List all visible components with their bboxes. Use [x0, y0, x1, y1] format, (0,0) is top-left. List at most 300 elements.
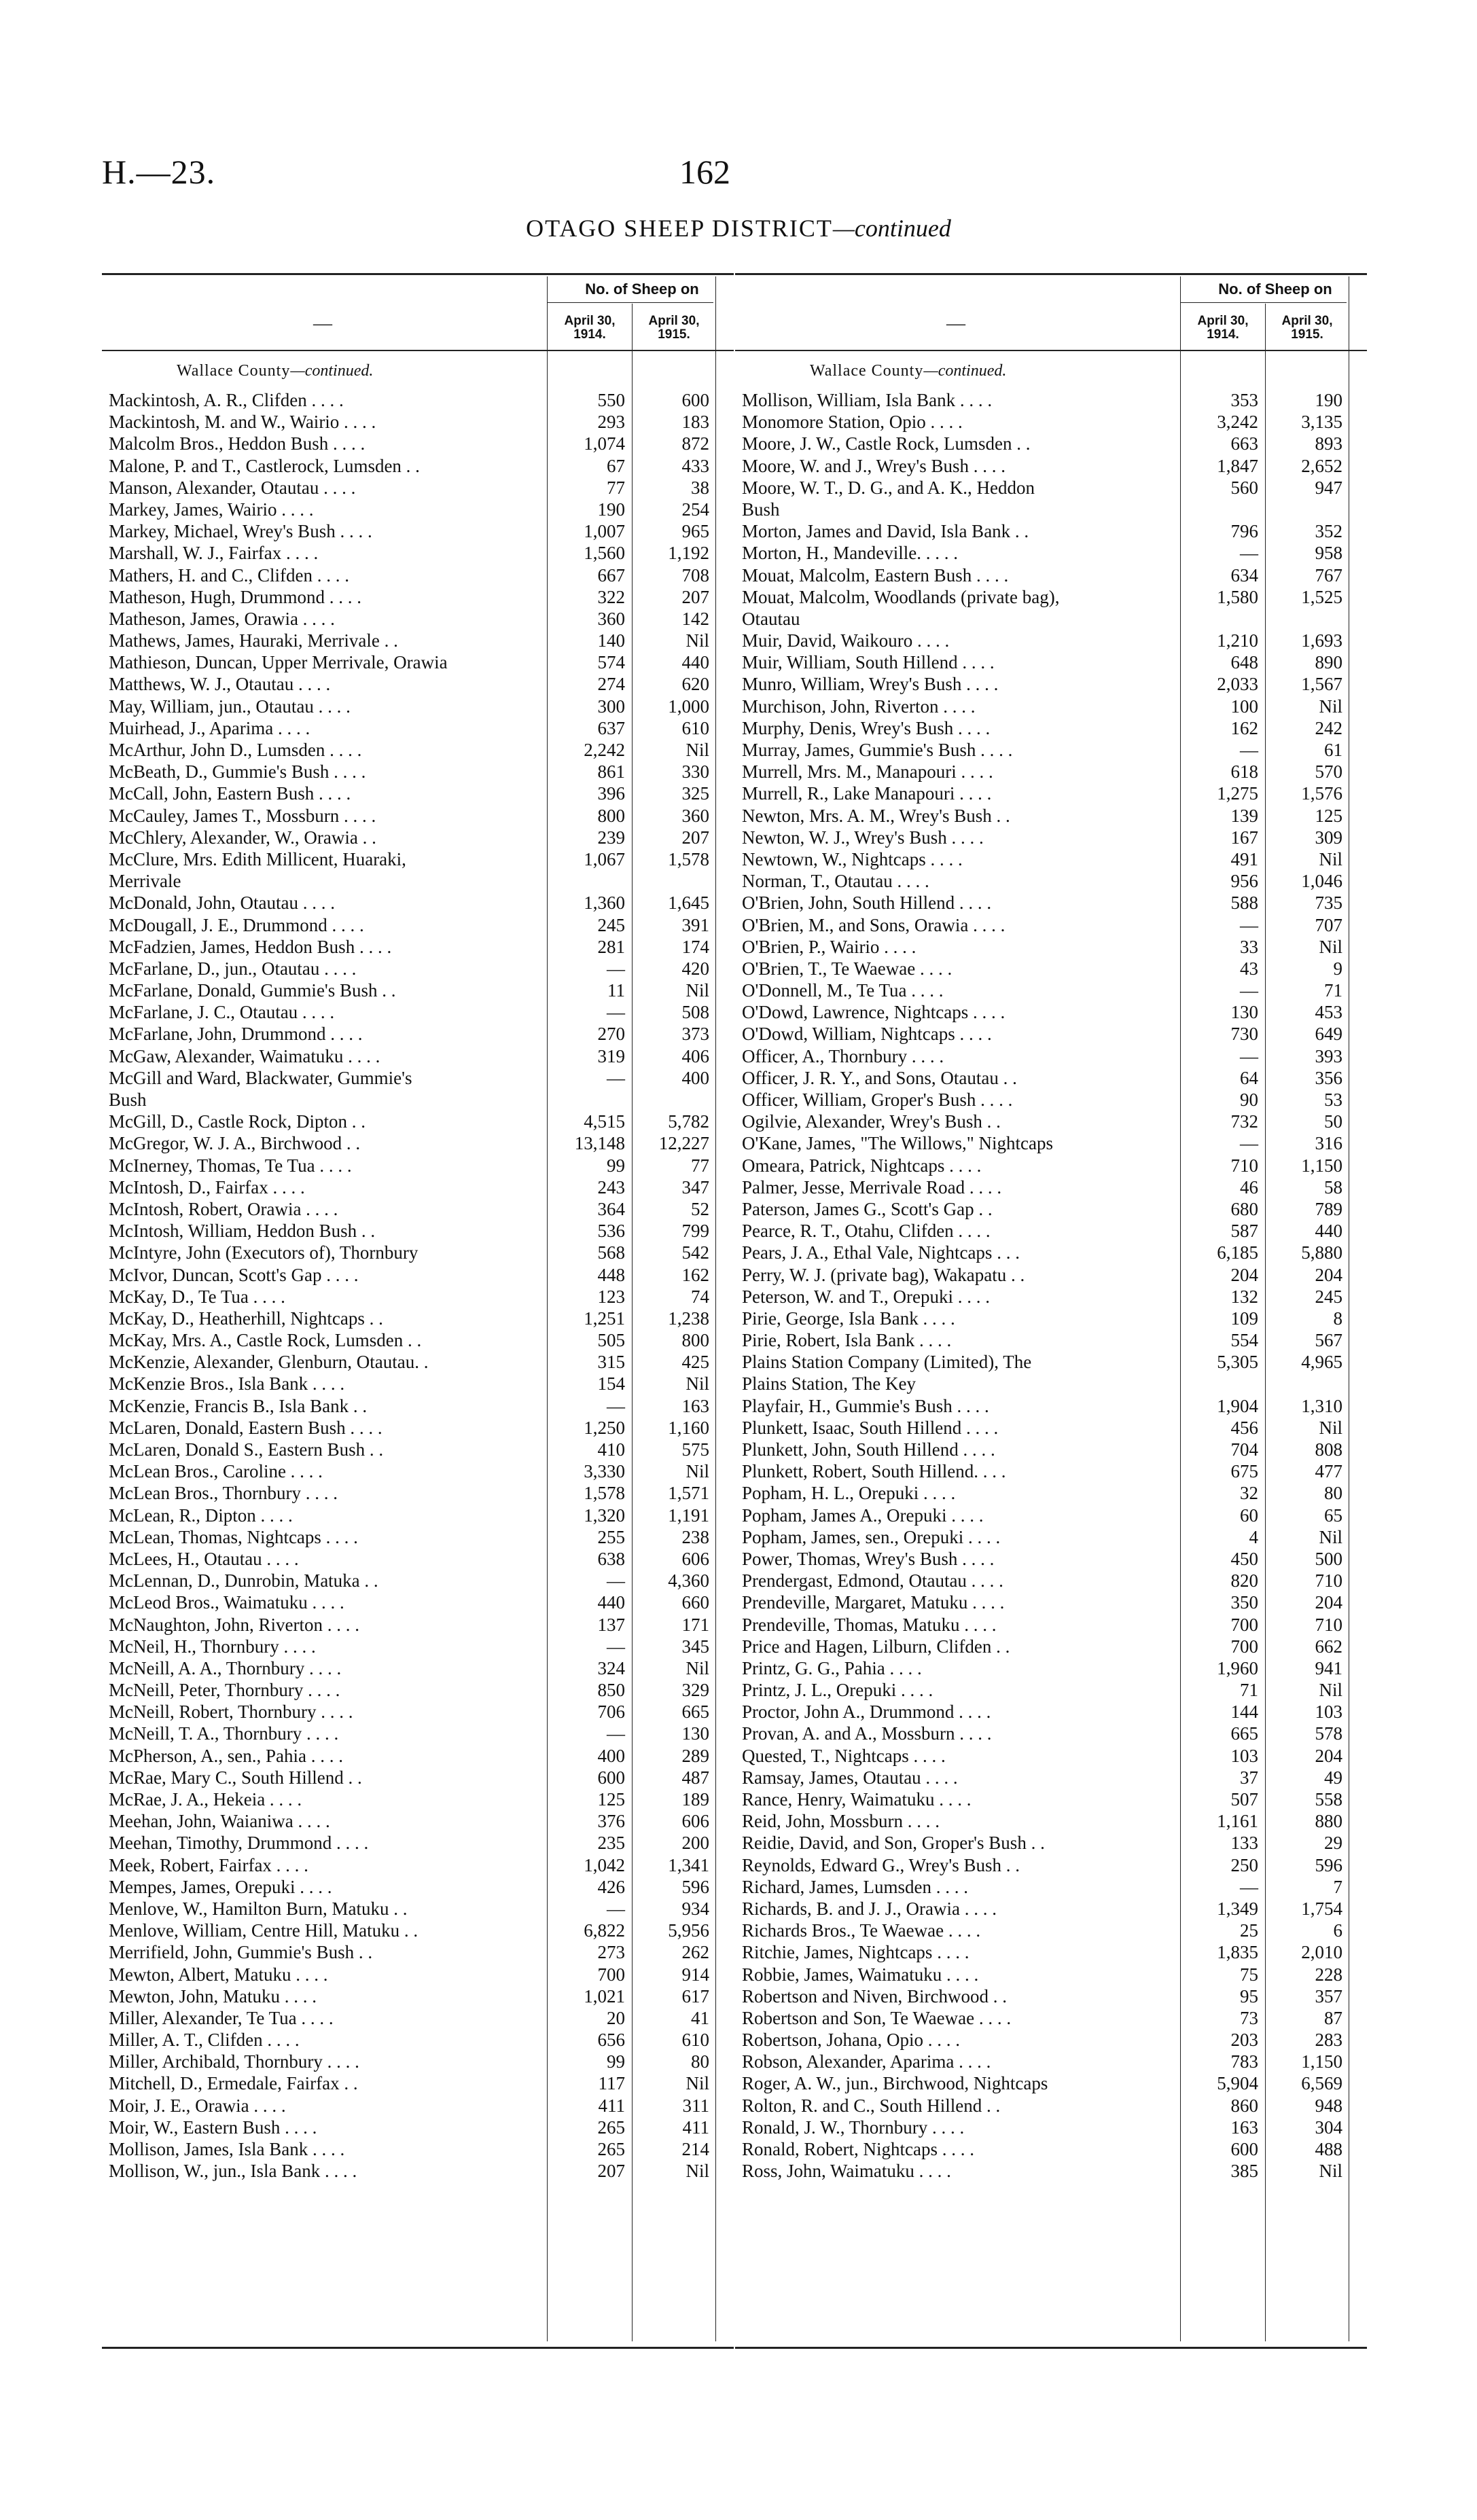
- sheep-1915: 204: [1315, 1592, 1342, 1613]
- owner-name: Otautau: [742, 608, 800, 629]
- sheep-1914: 796: [1230, 521, 1258, 542]
- owner-name: McCauley, James T., Mossburn . . . .: [109, 805, 376, 826]
- sheep-1914: 376: [597, 1811, 625, 1832]
- table-row: [102, 630, 734, 651]
- sheep-1914: 204: [1230, 1264, 1258, 1285]
- table-row: [735, 608, 1367, 630]
- sheep-1915: 330: [681, 761, 709, 782]
- sheep-1914: —: [607, 1002, 625, 1023]
- sheep-1914: 1,835: [1217, 1942, 1258, 1963]
- table-row: [102, 520, 734, 542]
- table-row: [102, 608, 734, 630]
- owner-name: Officer, A., Thornbury . . . .: [742, 1045, 944, 1066]
- owner-name: McFarlane, John, Drummond . . . .: [109, 1024, 363, 1045]
- owner-name: Menlove, William, Centre Hill, Matuku . .: [109, 1920, 419, 1941]
- sheep-1915: 71: [1324, 980, 1342, 1001]
- sheep-1915: 1,150: [1301, 1155, 1342, 1176]
- sheep-1915: 52: [691, 1198, 709, 1219]
- sheep-1914: 5,904: [1217, 2073, 1258, 2094]
- sheep-1915: 708: [681, 564, 709, 586]
- sheep-1914: 426: [597, 1876, 625, 1897]
- table-row: [735, 1482, 1367, 1504]
- owner-name: Morton, H., Mandeville. . . . .: [742, 543, 958, 564]
- sheep-1915: 190: [1315, 390, 1342, 410]
- sheep-1915: 578: [1315, 1723, 1342, 1744]
- owner-name: McLennan, D., Dunrobin, Matuka . .: [109, 1570, 378, 1591]
- table-row: [735, 477, 1367, 499]
- owner-name: McChlery, Alexander, W., Orawia . .: [109, 827, 376, 848]
- sheep-1915: 325: [681, 783, 709, 804]
- owner-name: O'Dowd, William, Nightcaps . . . .: [742, 1024, 992, 1045]
- owner-name: McIntyre, John (Executors of), Thornbury: [109, 1242, 419, 1263]
- table-row: [735, 1636, 1367, 1657]
- owner-name: Pirie, George, Isla Bank . . . .: [742, 1308, 955, 1329]
- table-row: [735, 936, 1367, 958]
- sheep-1914: —: [1240, 740, 1258, 760]
- sheep-1914: 396: [597, 783, 625, 804]
- table-row: [735, 1417, 1367, 1439]
- sheep-1915: 596: [681, 1876, 709, 1897]
- owner-name: Power, Thomas, Wrey's Bush . . . .: [742, 1548, 995, 1569]
- owner-name: Plunkett, Robert, South Hillend. . . .: [742, 1461, 1006, 1482]
- sheep-1914: 162: [1230, 717, 1258, 738]
- table-row: [735, 1614, 1367, 1636]
- sheep-1915: 1,571: [668, 1483, 709, 1504]
- owner-name: Richards, B. and J. J., Orawia . . . .: [742, 1898, 997, 1919]
- sheep-1915: 5,880: [1301, 1242, 1342, 1263]
- sheep-1914: 680: [1230, 1198, 1258, 1219]
- sheep-1915: 74: [691, 1286, 709, 1307]
- table-row: [735, 914, 1367, 936]
- sheep-1914: 820: [1230, 1570, 1258, 1591]
- sheep-1914: 1,007: [584, 521, 625, 542]
- sheep-1915: 391: [681, 914, 709, 935]
- owner-name: McGaw, Alexander, Waimatuku . . . .: [109, 1045, 380, 1066]
- sheep-1914: 450: [1230, 1548, 1258, 1569]
- owner-name: McFarlane, Donald, Gummie's Bush . .: [109, 980, 396, 1001]
- sheep-1914: 410: [597, 1439, 625, 1460]
- owner-name: McFadzien, James, Heddon Bush . . . .: [109, 936, 392, 957]
- sheep-1915: Nil: [1319, 1526, 1342, 1547]
- owner-name: Mollison, James, Isla Bank . . . .: [109, 2139, 345, 2159]
- owner-name: Bush: [109, 1090, 147, 1110]
- sheep-1915: 941: [1315, 1657, 1342, 1678]
- table-row: [102, 1570, 734, 1591]
- sheep-1915: 309: [1315, 827, 1342, 848]
- sheep-1914: 456: [1230, 1417, 1258, 1438]
- sheep-1914: 400: [597, 1745, 625, 1766]
- title-main: OTAGO SHEEP DISTRICT: [526, 215, 833, 242]
- sheep-1914: 239: [597, 827, 625, 848]
- table-row: [735, 1745, 1367, 1767]
- owner-name: Prendeville, Thomas, Matuku . . . .: [742, 1614, 997, 1635]
- owner-name: Matthews, W. J., Otautau . . . .: [109, 674, 331, 695]
- sheep-1914: 37: [1240, 1767, 1258, 1788]
- sheep-1915: 1,567: [1301, 674, 1342, 695]
- sheep-1914: 706: [597, 1702, 625, 1723]
- table-row: [735, 2007, 1367, 2029]
- table-row: [102, 564, 734, 586]
- owner-name: Moore, W. T., D. G., and A. K., Heddon: [742, 477, 1035, 498]
- owner-column-header: —: [313, 313, 332, 334]
- owner-name: O'Donnell, M., Te Tua . . . .: [742, 980, 944, 1001]
- page-title: [0, 214, 1477, 242]
- owner-name: Price and Hagen, Lilburn, Clifden . .: [742, 1636, 1010, 1657]
- owner-name: McLean Bros., Thornbury . . . .: [109, 1483, 338, 1504]
- owner-name: Officer, J. R. Y., and Sons, Otautau . .: [742, 1067, 1017, 1088]
- table-row: [735, 1460, 1367, 1482]
- owner-name: Mewton, John, Matuku . . . .: [109, 1985, 317, 2006]
- sheep-1914: 5,305: [1217, 1352, 1258, 1373]
- table-row: [735, 542, 1367, 564]
- sheep-1914: 618: [1230, 761, 1258, 782]
- table-row: [735, 1832, 1367, 1854]
- owner-name: Plunkett, John, South Hillend . . . .: [742, 1439, 995, 1460]
- sheep-1915: 880: [1315, 1811, 1342, 1832]
- owner-name: McDougall, J. E., Drummond . . . .: [109, 914, 364, 935]
- sheep-1914: 130: [1230, 1002, 1258, 1023]
- sheep-1915: 6: [1333, 1920, 1342, 1941]
- owner-name: Ogilvie, Alexander, Wrey's Bush . .: [742, 1111, 1001, 1132]
- sheep-1915: 542: [681, 1242, 709, 1263]
- table-row: [735, 1264, 1367, 1286]
- owner-name: Robertson and Niven, Birchwood . .: [742, 1985, 1007, 2006]
- sheep-1915: Nil: [686, 1657, 709, 1678]
- table-row: [735, 1591, 1367, 1613]
- sheep-1914: 704: [1230, 1439, 1258, 1460]
- sheep-1915: 558: [1315, 1789, 1342, 1810]
- owner-name: McGregor, W. J. A., Birchwood . .: [109, 1133, 361, 1154]
- owner-name: Peterson, W. and T., Orepuki . . . .: [742, 1286, 990, 1307]
- sheep-1915: 242: [1315, 717, 1342, 738]
- owner-name: Reid, John, Mossburn . . . .: [742, 1811, 940, 1832]
- owner-name: McLaren, Donald S., Eastern Bush . .: [109, 1439, 384, 1460]
- table-row: [102, 2138, 734, 2160]
- sheep-1915: 799: [681, 1221, 709, 1242]
- table-row: [102, 1964, 734, 1985]
- sheep-table-left: [102, 273, 734, 2349]
- sheep-1914: 139: [1230, 805, 1258, 826]
- sheep-1915: 453: [1315, 1002, 1342, 1023]
- owner-name: Omeara, Patrick, Nightcaps . . . .: [742, 1155, 982, 1176]
- owner-name: Ronald, Robert, Nightcaps . . . .: [742, 2139, 974, 2159]
- table-row: [102, 1308, 734, 1329]
- owner-name: McFarlane, J. C., Otautau . . . .: [109, 1002, 335, 1023]
- table-row: [102, 761, 734, 782]
- owner-name: Prendergast, Edmond, Otautau . . . .: [742, 1570, 1003, 1591]
- sheep-1915: 508: [681, 1002, 709, 1023]
- table-row: [102, 2072, 734, 2094]
- sheep-1914: 1,251: [584, 1308, 625, 1329]
- table-row: [735, 2095, 1367, 2117]
- sheep-1914: 600: [597, 1767, 625, 1788]
- table-row: [735, 870, 1367, 892]
- sheep-1915: 1,046: [1301, 871, 1342, 892]
- table-row: [735, 2160, 1367, 2182]
- sheep-1915: 440: [681, 652, 709, 673]
- table-row: [102, 958, 734, 979]
- sheep-1914: 568: [597, 1242, 625, 1263]
- table-row: [735, 1941, 1367, 1963]
- sheep-1915: 600: [681, 390, 709, 410]
- sheep-1915: 207: [681, 827, 709, 848]
- col-1915-header: April 30, 1915.: [1281, 314, 1333, 342]
- sheep-1915: 1,150: [1301, 2051, 1342, 2072]
- table-row: [102, 1176, 734, 1198]
- table-row: [735, 433, 1367, 454]
- owner-name: McRae, Mary C., South Hillend . .: [109, 1767, 362, 1788]
- owner-name: O'Brien, T., Te Waewae . . . .: [742, 958, 953, 979]
- table-row: [102, 1701, 734, 1723]
- owner-name: Miller, Alexander, Te Tua . . . .: [109, 2007, 334, 2028]
- sheep-1914: 11: [607, 980, 625, 1001]
- owner-name: Matheson, James, Orawia . . . .: [109, 608, 335, 629]
- sheep-1914: 281: [597, 936, 625, 957]
- table-row: [102, 2160, 734, 2182]
- sheep-1914: 64: [1240, 1067, 1258, 1088]
- sheep-1914: 353: [1230, 390, 1258, 410]
- sheep-1914: 1,960: [1217, 1657, 1258, 1678]
- owner-name: McIntosh, William, Heddon Bush . .: [109, 1221, 376, 1242]
- sheep-1915: 620: [681, 674, 709, 695]
- table-row: [735, 1985, 1367, 2007]
- table-row: [102, 1286, 734, 1308]
- table-row: [735, 1132, 1367, 1154]
- table-row: [735, 520, 1367, 542]
- sheep-1914: 588: [1230, 893, 1258, 914]
- page-reference: H.—23.: [102, 153, 216, 191]
- sheep-1915: 890: [1315, 652, 1342, 673]
- sheep-1915: 440: [1315, 1221, 1342, 1242]
- sheep-1915: 1,576: [1301, 783, 1342, 804]
- table-row: [102, 433, 734, 454]
- sheep-1914: 550: [597, 390, 625, 410]
- sheep-1914: 1,210: [1217, 630, 1258, 651]
- table-header: [735, 273, 1367, 351]
- table-row: [735, 1242, 1367, 1263]
- sheep-1914: 2,242: [584, 740, 625, 760]
- owner-name: Morton, James and David, Isla Bank . .: [742, 521, 1029, 542]
- table-row: [102, 1614, 734, 1636]
- sheep-1915: 1,754: [1301, 1898, 1342, 1919]
- sheep-1915: 965: [681, 521, 709, 542]
- table-row: [102, 696, 734, 717]
- sheep-1914: 4,515: [584, 1111, 625, 1132]
- sheep-1914: 730: [1230, 1024, 1258, 1045]
- sheep-1915: 1,000: [668, 696, 709, 717]
- sheep-1914: —: [607, 1067, 625, 1088]
- sheep-1914: 20: [607, 2007, 625, 2028]
- sheep-1914: 732: [1230, 1111, 1258, 1132]
- table-row: [735, 827, 1367, 848]
- sheep-1914: 860: [1230, 2095, 1258, 2116]
- owner-name: Newtown, W., Nightcaps . . . .: [742, 848, 963, 869]
- sheep-1914: 13,148: [574, 1133, 625, 1154]
- table-row: [735, 1570, 1367, 1591]
- sheep-1915: 53: [1324, 1090, 1342, 1110]
- sheep-1914: 505: [597, 1330, 625, 1351]
- sheep-1915: Nil: [686, 2161, 709, 2182]
- table-row: [735, 1089, 1367, 1111]
- owner-name: McIvor, Duncan, Scott's Gap . . . .: [109, 1264, 359, 1285]
- sheep-1915: 575: [681, 1439, 709, 1460]
- owner-name: Ronald, J. W., Thornbury . . . .: [742, 2117, 965, 2138]
- sheep-1914: 4: [1249, 1526, 1258, 1547]
- table-row: [102, 1132, 734, 1154]
- table-row: [735, 1854, 1367, 1876]
- sheep-table-right: [735, 273, 1367, 2349]
- table-row: [735, 761, 1367, 782]
- sheep-1915: 228: [1315, 1964, 1342, 1985]
- sheep-1914: 67: [607, 455, 625, 476]
- table-row: [102, 651, 734, 673]
- owner-name: May, William, jun., Otautau . . . .: [109, 696, 351, 717]
- sheep-1914: 137: [597, 1614, 625, 1635]
- sheep-1915: 61: [1324, 740, 1342, 760]
- table-row: [102, 542, 734, 564]
- table-row: [102, 477, 734, 499]
- table-row: [102, 1941, 734, 1963]
- table-row: [735, 892, 1367, 914]
- table-row: [735, 1657, 1367, 1679]
- sheep-1915: 617: [681, 1985, 709, 2006]
- sheep-1915: Nil: [1319, 1680, 1342, 1701]
- table-row: [102, 1045, 734, 1067]
- owner-name: Marshall, W. J., Fairfax . . . .: [109, 543, 319, 564]
- table-row: [735, 1439, 1367, 1460]
- owner-name: Robertson, Johana, Opio . . . .: [742, 2030, 960, 2051]
- sheep-1915: 487: [681, 1767, 709, 1788]
- table-row: [735, 717, 1367, 739]
- sheep-1915: 87: [1324, 2007, 1342, 2028]
- sheep-1914: 1,042: [584, 1854, 625, 1875]
- sheep-1914: 144: [1230, 1702, 1258, 1723]
- sheep-1914: 293: [597, 412, 625, 433]
- sheep-1915: 1,693: [1301, 630, 1342, 651]
- sheep-1914: 1,161: [1217, 1811, 1258, 1832]
- owner-name: Moir, J. E., Orawia . . . .: [109, 2095, 286, 2116]
- table-row: [735, 696, 1367, 717]
- sheep-1915: 665: [681, 1702, 709, 1723]
- table-row: [735, 499, 1367, 520]
- table-row: [102, 673, 734, 695]
- sheep-1914: 1,580: [1217, 586, 1258, 607]
- county-name: Wallace County: [810, 362, 924, 380]
- sheep-1915: 345: [681, 1636, 709, 1657]
- table-row: [102, 1636, 734, 1657]
- table-row: [102, 2051, 734, 2072]
- owner-name: Pears, J. A., Ethal Vale, Nightcaps . . .: [742, 1242, 1020, 1263]
- table-row: [102, 2007, 734, 2029]
- owner-name: McNeill, Robert, Thornbury . . . .: [109, 1702, 353, 1723]
- table-row: [102, 389, 734, 411]
- sheep-1915: 1,238: [668, 1308, 709, 1329]
- table-row: [102, 1198, 734, 1220]
- owner-name: Provan, A. and A., Mossburn . . . .: [742, 1723, 992, 1744]
- sheep-1915: 283: [1315, 2030, 1342, 2051]
- owner-name: Mackintosh, A. R., Clifden . . . .: [109, 390, 344, 410]
- sheep-1915: 500: [1315, 1548, 1342, 1569]
- owner-name: Mathieson, Duncan, Upper Merrivale, Orawia: [109, 652, 448, 673]
- owner-name: Palmer, Jesse, Merrivale Road . . . .: [742, 1176, 1002, 1198]
- table-row: [102, 586, 734, 608]
- table-row: [102, 1876, 734, 1898]
- table-row: [102, 1351, 734, 1373]
- owner-name: Pirie, Robert, Isla Bank . . . .: [742, 1330, 952, 1351]
- owner-name: Robertson and Son, Te Waewae . . . .: [742, 2007, 1012, 2028]
- sheep-1914: 1,578: [584, 1483, 625, 1504]
- table-row: [102, 1985, 734, 2007]
- owner-name: Mitchell, D., Ermedale, Fairfax . .: [109, 2073, 358, 2094]
- sheep-1915: 304: [1315, 2117, 1342, 2138]
- owner-name: Newton, Mrs. A. M., Wrey's Bush . .: [742, 805, 1010, 826]
- owner-name: McKay, D., Te Tua . . . .: [109, 1286, 285, 1307]
- owner-name: Merrifield, John, Gummie's Bush . .: [109, 1942, 373, 1963]
- sheep-1915: 214: [681, 2139, 709, 2159]
- table-row: [735, 1723, 1367, 1744]
- sheep-1915: 163: [681, 1395, 709, 1416]
- owner-name: Malone, P. and T., Castlerock, Lumsden . .: [109, 455, 420, 476]
- owner-name: O'Brien, M., and Sons, Orawia . . . .: [742, 914, 1006, 935]
- sheep-1914: 163: [1230, 2117, 1258, 2138]
- owner-name: Reidie, David, and Son, Groper's Bush . .: [742, 1833, 1045, 1854]
- owner-name: McFarlane, D., jun., Otautau . . . .: [109, 958, 357, 979]
- owner-name: O'Brien, John, South Hillend . . . .: [742, 893, 992, 914]
- sheep-1915: 789: [1315, 1198, 1342, 1219]
- table-row: [735, 739, 1367, 761]
- sheep-1914: 99: [607, 1155, 625, 1176]
- sheep-1914: 554: [1230, 1330, 1258, 1351]
- owner-name: Proctor, John A., Drummond . . . .: [742, 1702, 991, 1723]
- sheep-1914: 1,320: [584, 1505, 625, 1526]
- table-row: [102, 2117, 734, 2138]
- sheep-1915: 606: [681, 1548, 709, 1569]
- table-row: [735, 1810, 1367, 1832]
- owner-name: McLean Bros., Caroline . . . .: [109, 1461, 323, 1482]
- table-row: [735, 2051, 1367, 2072]
- sheep-1915: 606: [681, 1811, 709, 1832]
- sheep-1915: 8: [1333, 1308, 1342, 1329]
- sheep-1914: —: [607, 1570, 625, 1591]
- sheep-1915: 1,645: [668, 893, 709, 914]
- sheep-1914: —: [607, 1723, 625, 1744]
- sheep-1915: 567: [1315, 1330, 1342, 1351]
- sheep-1915: 38: [691, 477, 709, 498]
- county-heading: [735, 351, 1367, 389]
- table-row: [735, 1373, 1367, 1394]
- sheep-1914: 324: [597, 1657, 625, 1678]
- sheep-1914: 507: [1230, 1789, 1258, 1810]
- sheep-1915: Nil: [686, 980, 709, 1001]
- table-row: [102, 1767, 734, 1788]
- owner-name: Miller, A. T., Clifden . . . .: [109, 2030, 300, 2051]
- table-row: [735, 1701, 1367, 1723]
- sheep-1915: 289: [681, 1745, 709, 1766]
- table-row: [102, 717, 734, 739]
- sheep-1915: 189: [681, 1789, 709, 1810]
- table-row: [735, 1964, 1367, 1985]
- owner-name: McLean, R., Dipton . . . .: [109, 1505, 293, 1526]
- owner-name: Perry, W. J. (private bag), Wakapatu . .: [742, 1264, 1025, 1285]
- sheep-1915: 7: [1333, 1876, 1342, 1897]
- table-bottom-rule: [735, 2341, 1367, 2349]
- sheep-1915: 360: [681, 805, 709, 826]
- owner-name: Moore, J. W., Castle Rock, Lumsden . .: [742, 433, 1031, 454]
- table-row: [102, 455, 734, 477]
- owner-name: McGill, D., Castle Rock, Dipton . .: [109, 1111, 366, 1132]
- county-continued: —continued.: [290, 362, 374, 380]
- sheep-1914: —: [607, 958, 625, 979]
